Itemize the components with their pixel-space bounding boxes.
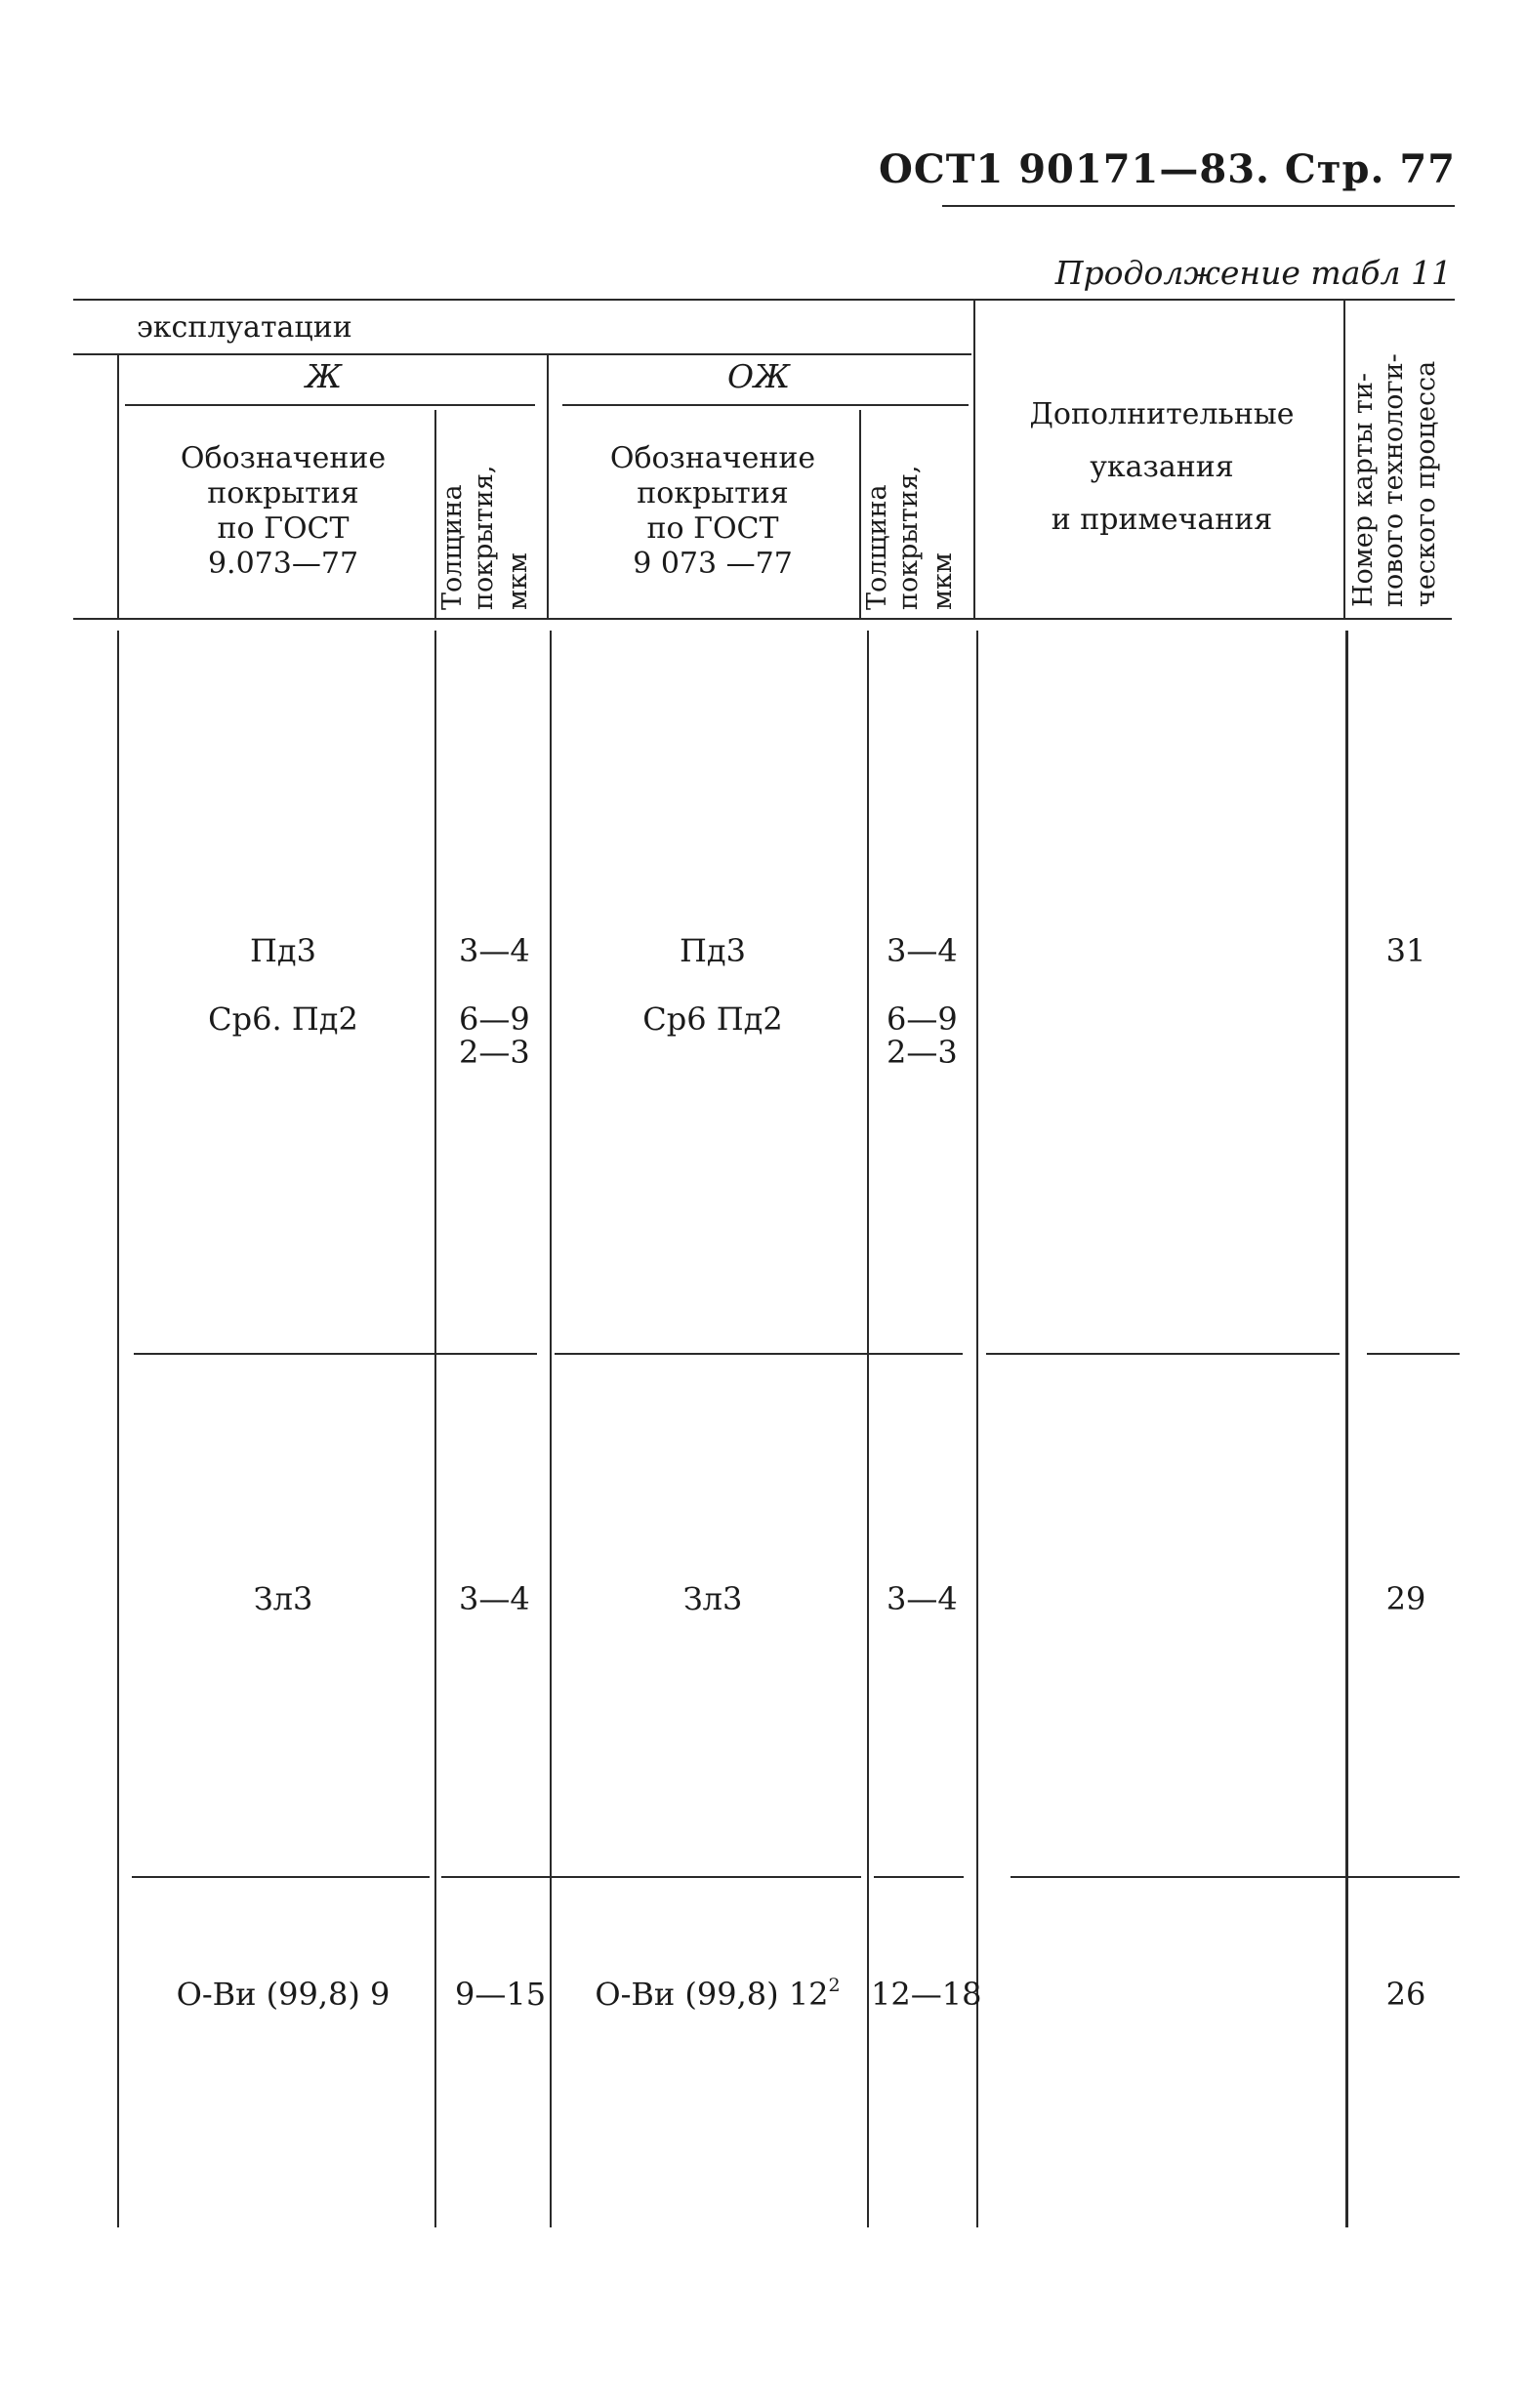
col-designation-line: покрытия (637, 476, 789, 510)
ozh-designation-superscript: 2 (828, 1975, 841, 1997)
zh-designation: О-Ви (99,8) 9 (176, 1976, 391, 2013)
zh-thickness: 6—9 (459, 1000, 530, 1038)
col-designation-line: 9 073 —77 (633, 547, 793, 581)
section-zh-header: Ж (306, 357, 343, 395)
col-thickness-line: мкм (928, 552, 958, 610)
page-header-underline (942, 205, 1455, 207)
page-header: ОСТ1 90171—83. Стр. 77 (879, 146, 1456, 192)
zh-thickness: 2—3 (459, 1034, 530, 1071)
col-designation-line: 9.073—77 (207, 547, 359, 581)
card-number: 29 (1385, 1580, 1426, 1617)
col-notes-line: и примечания (1051, 503, 1273, 537)
section-ozh-header: ОЖ (727, 357, 791, 395)
ozh-thickness: 3—4 (887, 932, 958, 969)
zh-thickness: 9—15 (455, 1976, 547, 2013)
ozh-thickness: 12—18 (871, 1976, 982, 2013)
col-notes-line: указания (1090, 450, 1234, 484)
group-header-operation: эксплуатации (137, 310, 352, 345)
col-thickness-line: покрытия, (893, 465, 924, 610)
col-designation-line: покрытия (207, 476, 359, 510)
col-thickness-line: покрытия, (469, 465, 499, 610)
card-number: 31 (1385, 932, 1426, 969)
col-designation-line: по ГОСТ (646, 511, 779, 546)
table-continuation-label: Продолжение табл 11 (1054, 254, 1452, 292)
col-designation-line: Обозначение (180, 441, 387, 475)
col-designation-line: Обозначение (609, 441, 816, 475)
ozh-designation: Ср6 Пд2 (642, 1000, 783, 1038)
zh-designation: Ср6. Пд2 (208, 1000, 358, 1038)
col-thickness-line: мкм (503, 552, 533, 610)
ozh-thickness: 6—9 (887, 1000, 958, 1038)
zh-thickness: 3—4 (459, 932, 530, 969)
zh-thickness: 3—4 (459, 1580, 530, 1617)
ozh-designation-text: О-Ви (99,8) 12 (595, 1976, 829, 2013)
col-designation-zh (146, 441, 420, 582)
col-notes-header (986, 388, 1338, 547)
zh-designation: Пд3 (250, 932, 316, 969)
zh-designation: Зл3 (253, 1580, 313, 1617)
col-designation-ozh (576, 441, 849, 582)
col-designation-line: по ГОСТ (217, 511, 350, 546)
ozh-designation: Зл3 (682, 1580, 743, 1617)
col-thickness-line: Толщина (437, 484, 468, 610)
ozh-thickness: 3—4 (887, 1580, 958, 1617)
card-number: 26 (1385, 1976, 1426, 2013)
ozh-designation (586, 1977, 849, 2012)
col-card-line: ческого процесса (1411, 360, 1441, 607)
ozh-designation: Пд3 (680, 932, 746, 969)
ozh-thickness: 2—3 (887, 1034, 958, 1071)
col-thickness-line: Толщина (862, 484, 892, 610)
col-card-line: пового технологи- (1379, 353, 1409, 607)
col-notes-line: Дополнительные (1029, 397, 1295, 431)
col-card-line: Номер карты ти- (1348, 373, 1379, 607)
